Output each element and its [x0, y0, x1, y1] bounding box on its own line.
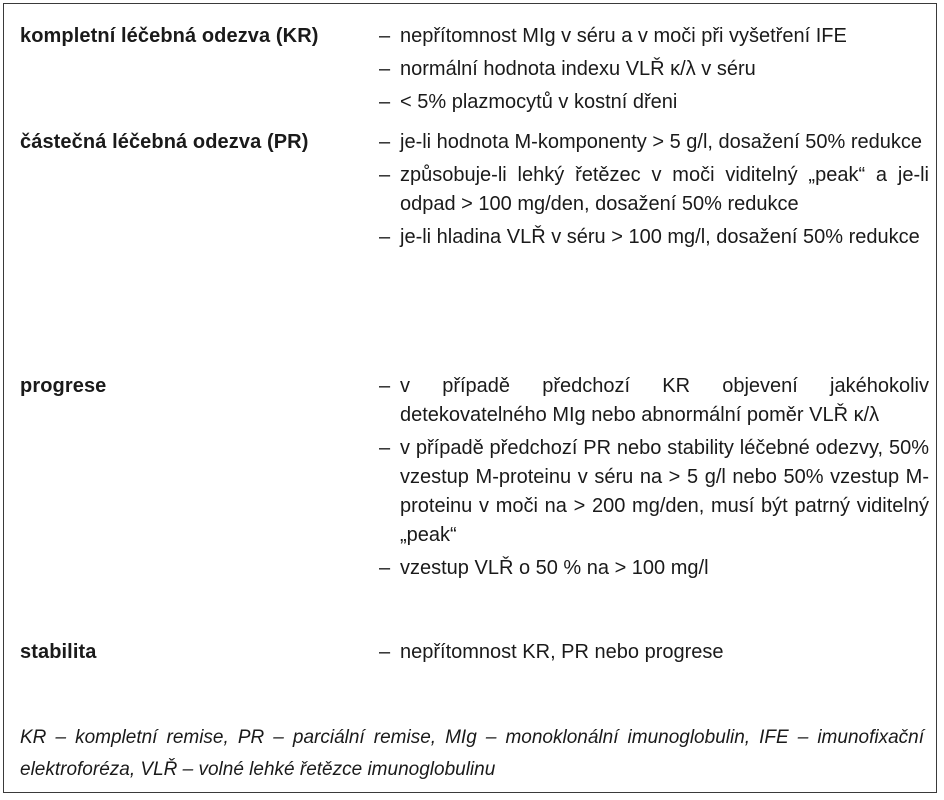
term-partial-response: částečná léčebná odezva (PR) — [20, 131, 309, 153]
list-item — [378, 554, 935, 583]
dash-bullet: – — [379, 58, 391, 80]
definition-list — [378, 638, 935, 698]
definition-list — [378, 22, 935, 128]
list-item — [378, 55, 935, 84]
list-item — [378, 161, 935, 219]
list-item-text: vzestup VLŘ o 50 % na > 100 mg/l — [400, 557, 709, 579]
list-item-text: nepřítomnost KR, PR nebo progrese — [400, 641, 724, 663]
dash-bullet: – — [379, 131, 391, 153]
list-item — [378, 638, 935, 667]
table-row — [20, 638, 935, 698]
definition-list — [378, 372, 935, 638]
dash-bullet: – — [379, 226, 391, 248]
list-item-text: je-li hladina VLŘ v séru > 100 mg/l, dosažení 50% redukce — [400, 226, 920, 248]
list-item-text: < 5% plazmocytů v kostní dřeni — [400, 91, 678, 113]
list-item-text: v případě předchozí KR objevení jakéhokoliv detekovatelného MIg nebo abnormální poměr VLŘ κ/λ — [400, 375, 929, 426]
criteria-table-frame — [3, 3, 937, 793]
list-item-text: nepřítomnost MIg v séru a v moči při vyšetření IFE — [400, 25, 847, 47]
table-row — [20, 22, 935, 128]
term-progression: progrese — [20, 375, 107, 397]
dash-bullet: – — [379, 557, 391, 579]
list-item-text: normální hodnota indexu VLŘ κ/λ v séru — [400, 58, 756, 80]
list-item-text: způsobuje-li lehký řetězec v moči viditelný „peak“ a je-li odpad > 100 mg/den, dosažení 50% redukce — [400, 164, 929, 215]
list-item — [378, 88, 935, 117]
dash-bullet: – — [379, 437, 391, 459]
table-row — [20, 128, 935, 372]
term-stability: stabilita — [20, 641, 97, 663]
dash-bullet: – — [379, 375, 391, 397]
list-item — [378, 128, 935, 157]
list-item-text: je-li hodnota M-komponenty > 5 g/l, dosažení 50% redukce — [400, 131, 922, 153]
dash-bullet: – — [379, 91, 391, 113]
dash-bullet: – — [379, 25, 391, 47]
term-complete-response: kompletní léčebná odezva (KR) — [20, 25, 319, 47]
response-criteria-table — [20, 22, 935, 698]
dash-bullet: – — [379, 641, 391, 663]
definition-list — [378, 128, 935, 372]
abbreviations-footnote: KR – kompletní remise, PR – parciální remise, MIg – monoklonální imunoglobulin, IFE – imunofixační elektroforéza, VLŘ – volné lehké řetězce imunoglobulinu — [20, 727, 924, 780]
dash-bullet: – — [379, 164, 391, 186]
list-item — [378, 434, 935, 550]
list-item — [378, 223, 935, 252]
list-item — [378, 22, 935, 51]
list-item — [378, 372, 935, 430]
list-item-text: v případě předchozí PR nebo stability léčebné odezvy, 50% vzestup M-proteinu v séru na > 5 g/l nebo 50% vzestup M-proteinu v moči na > 200 mg/den, musí být patrný viditelný „peak“ — [400, 437, 929, 546]
table-row — [20, 372, 935, 638]
